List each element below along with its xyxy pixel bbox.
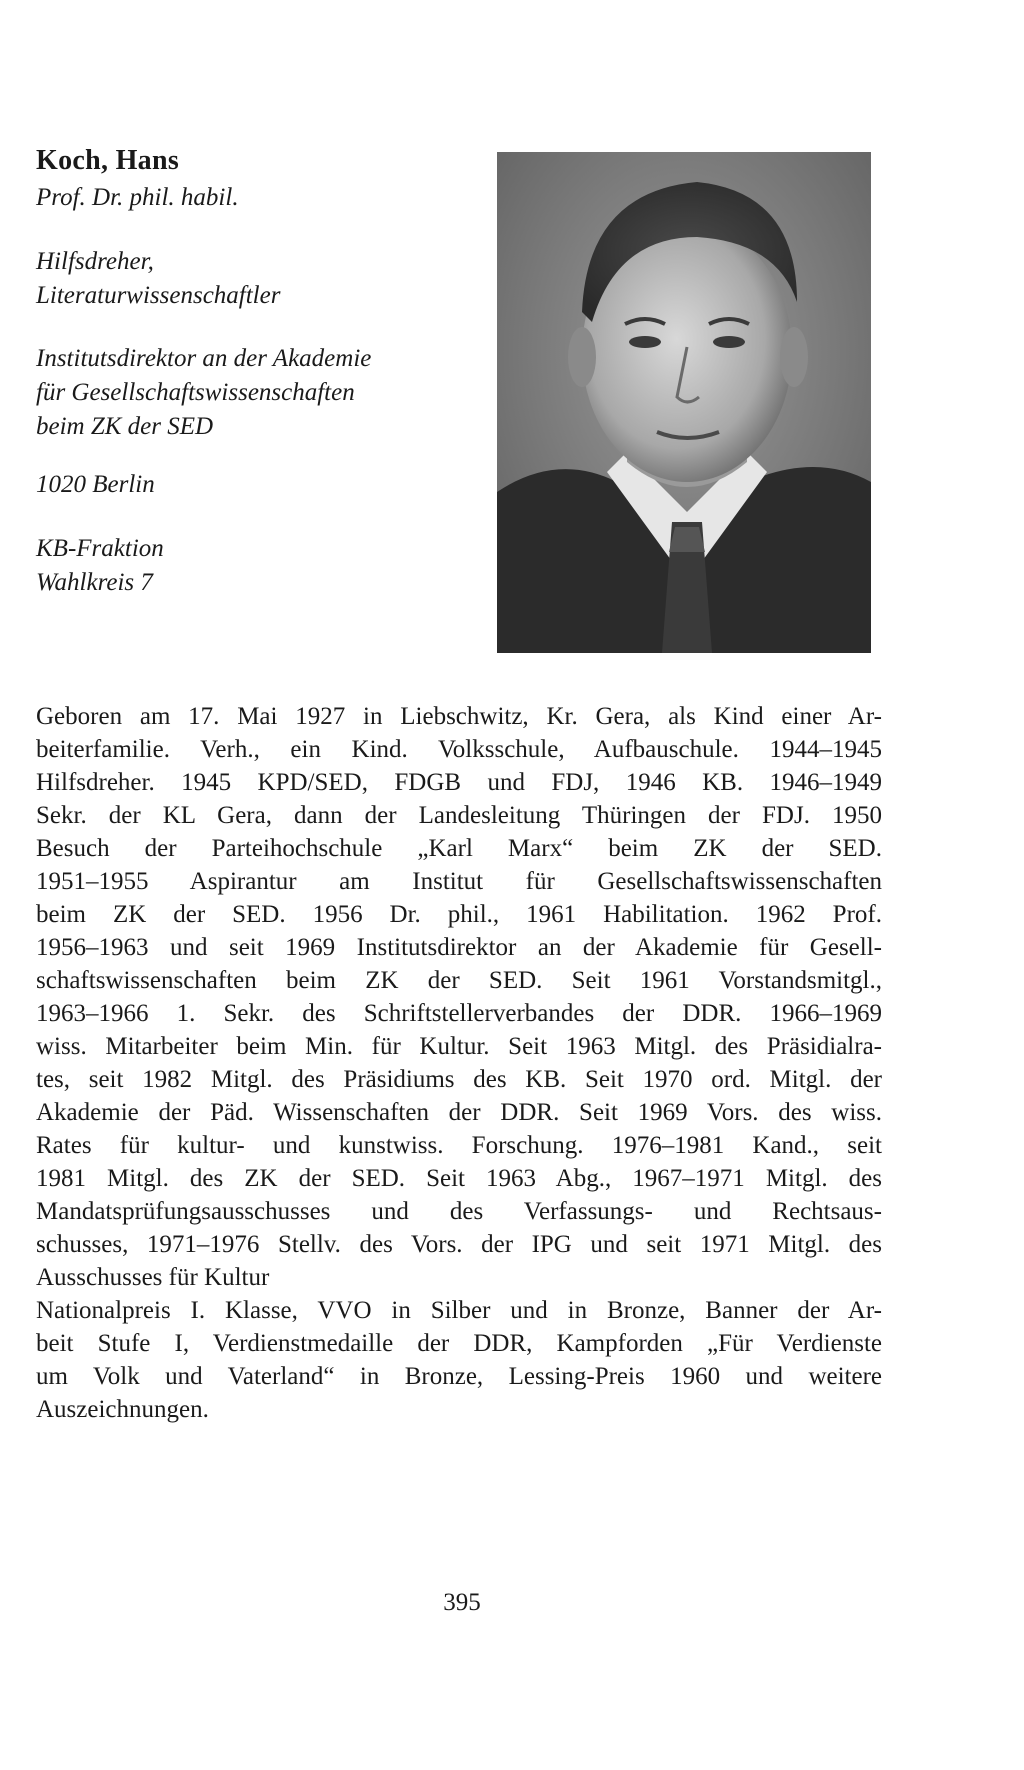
page-number: 395 [443, 1589, 481, 1616]
portrait-image [497, 152, 871, 653]
city [36, 468, 155, 502]
bio-line: Geboren am 17. Mai 1927 in Liebschwitz, Kr. Gera, als Kind einer Ar- [36, 703, 882, 730]
bio-line: schaftswissenschaften beim ZK der SED. Seit 1961 Vorstandsmitgl., [36, 967, 882, 994]
bio-line: Akademie der Päd. Wissenschaften der DDR. Seit 1969 Vors. des wiss. [36, 1099, 882, 1126]
bio-line: um Volk und Vaterland“ in Bronze, Lessing-Preis 1960 und weitere [36, 1363, 882, 1390]
bio-line: 1951–1955 Aspirantur am Institut für Gesellschaftswissenschaften [36, 868, 882, 895]
occupation [36, 245, 280, 313]
occupation-line-1: Hilfsdreher, [36, 248, 154, 275]
bio-line: 1963–1966 1. Sekr. des Schriftstellerverbandes der DDR. 1966–1969 [36, 1000, 882, 1027]
bio-line: beim ZK der SED. 1956 Dr. phil., 1961 Habilitation. 1962 Prof. [36, 901, 882, 928]
wahlkreis-text: Wahlkreis 7 [36, 569, 153, 596]
bio-line: Nationalpreis I. Klasse, VVO in Silber und in Bronze, Banner der Ar- [36, 1297, 882, 1324]
bio-line: 1981 Mitgl. des ZK der SED. Seit 1963 Abg., 1967–1971 Mitgl. des [36, 1165, 882, 1192]
person-name: Koch, Hans [36, 145, 180, 176]
position [36, 342, 371, 444]
city-text: 1020 Berlin [36, 471, 155, 498]
fraktion-info [36, 532, 164, 600]
bio-line: Ausschusses für Kultur [36, 1264, 270, 1291]
bio-line: Besuch der Parteihochschule „Karl Marx“ beim ZK der SED. [36, 835, 882, 862]
bio-line: Hilfsdreher. 1945 KPD/SED, FDGB und FDJ, 1946 KB. 1946–1949 [36, 769, 882, 796]
bio-line: beit Stufe I, Verdienstmedaille der DDR, Kampforden „Für Verdienste [36, 1330, 882, 1357]
bio-line: Auszeichnungen. [36, 1396, 209, 1423]
bio-line: wiss. Mitarbeiter beim Min. für Kultur. Seit 1963 Mitgl. des Präsidialra- [36, 1033, 882, 1060]
fraktion-text: KB-Fraktion [36, 535, 164, 562]
bio-line: beiterfamilie. Verh., ein Kind. Volksschule, Aufbauschule. 1944–1945 [36, 736, 882, 763]
bio-line: Mandatsprüfungsausschusses und des Verfassungs- und Rechtsaus- [36, 1198, 882, 1225]
academic-title [36, 181, 239, 215]
portrait-photo [497, 152, 871, 653]
position-line-1: Institutsdirektor an der Akademie [36, 345, 372, 372]
bio-line: 1956–1963 und seit 1969 Institutsdirektor an der Akademie für Gesell- [36, 934, 882, 961]
position-line-2: für Gesellschaftswissenschaften [36, 379, 355, 406]
occupation-line-2: Literaturwissenschaftler [36, 282, 281, 309]
position-line-3: beim ZK der SED [36, 413, 214, 440]
bio-line: schusses, 1971–1976 Stellv. des Vors. der IPG und seit 1971 Mitgl. des [36, 1231, 882, 1258]
bio-line: Rates für kultur- und kunstwiss. Forschung. 1976–1981 Kand., seit [36, 1132, 882, 1159]
academic-title-text: Prof. Dr. phil. habil. [36, 184, 239, 211]
biography [36, 700, 882, 1426]
bio-line: Sekr. der KL Gera, dann der Landesleitung Thüringen der FDJ. 1950 [36, 802, 882, 829]
bio-line: tes, seit 1982 Mitgl. des Präsidiums des KB. Seit 1970 ord. Mitgl. der [36, 1066, 882, 1093]
